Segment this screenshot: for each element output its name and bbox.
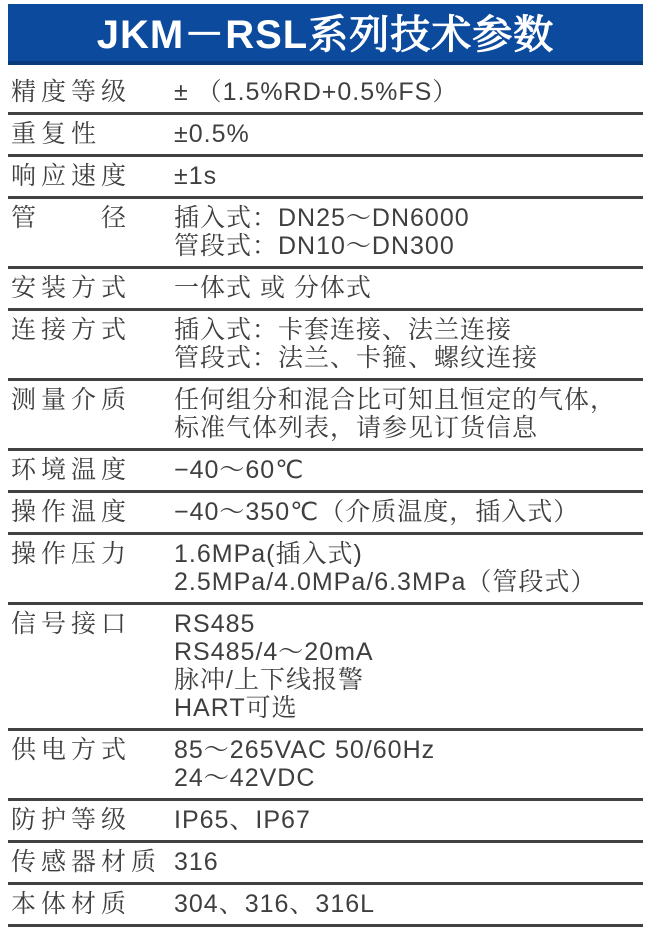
value-line: RS485: [174, 610, 256, 638]
row-label: 操作压力: [11, 540, 132, 568]
spec-table: [8, 65, 643, 927]
table-row-connection: [8, 311, 643, 381]
row-value: [174, 456, 643, 484]
row-value: [174, 162, 643, 190]
row-label: 本体材质: [11, 890, 132, 918]
value-line: 85～265VAC 50/60Hz: [174, 736, 436, 764]
value-line: 管段式：法兰、卡箍、螺纹连接: [174, 344, 539, 372]
table-row-signal-interface: [8, 605, 643, 731]
table-row-power-supply: [8, 731, 643, 801]
row-value: [174, 316, 643, 372]
table-row-installation: [8, 269, 643, 311]
row-label: 精度等级: [11, 78, 132, 106]
row-value: [174, 848, 643, 876]
row-value: [174, 204, 643, 260]
table-row-operating-pressure: [8, 535, 643, 605]
value-line: 304、316、316L: [174, 890, 376, 918]
row-label: 连接方式: [11, 316, 132, 344]
table-row-pipe-diameter: [8, 199, 643, 269]
row-label: 环境温度: [11, 456, 132, 484]
value-line: ±0.5%: [174, 120, 250, 148]
row-label: 供电方式: [11, 736, 132, 764]
row-value: [174, 540, 643, 596]
row-label: 重复性: [11, 120, 102, 148]
row-value: [174, 120, 643, 148]
value-line: 1.6MPa(插入式): [174, 540, 363, 568]
row-value: [174, 78, 643, 106]
row-label: 传感器材质: [11, 848, 162, 876]
row-value: [174, 806, 643, 834]
value-line: 标准气体列表，请参见订货信息: [174, 414, 539, 442]
table-row-sensor-material: [8, 843, 643, 885]
value-line: 24～42VDC: [174, 764, 316, 792]
table-row-protection-rating: [8, 801, 643, 843]
table-row-operating-temperature: [8, 493, 643, 535]
title-banner: [8, 4, 643, 65]
table-row-repeatability: [8, 115, 643, 157]
row-label: 防护等级: [11, 806, 132, 834]
value-line: 脉冲/上下线报警: [174, 666, 364, 694]
value-line: −40～350℃（介质温度，插入式）: [174, 498, 580, 526]
value-line: ±1s: [174, 162, 218, 190]
value-line: 316: [174, 848, 219, 876]
value-line: 插入式：DN25～DN6000: [174, 204, 470, 232]
value-line: −40～60℃: [174, 456, 305, 484]
value-line: IP65、IP67: [174, 806, 311, 834]
row-value: [174, 274, 643, 302]
row-value: [174, 386, 643, 442]
table-row-body-material: [8, 885, 643, 927]
row-value: [174, 890, 643, 918]
table-row-accuracy: [8, 73, 643, 115]
row-label: 操作温度: [11, 498, 132, 526]
row-value: [174, 736, 643, 792]
row-value: [174, 610, 643, 722]
page-title: JKM－RSL系列技术参数: [96, 13, 555, 57]
value-line: HART可选: [174, 694, 298, 722]
value-line: RS485/4～20mA: [174, 638, 374, 666]
value-line: 插入式：卡套连接、法兰连接: [174, 316, 513, 344]
table-row-ambient-temperature: [8, 451, 643, 493]
value-line: 任何组分和混合比可知且恒定的气体，: [174, 386, 617, 414]
table-row-response-speed: [8, 157, 643, 199]
value-line: 2.5MPa/4.0MPa/6.3MPa（管段式）: [174, 568, 597, 596]
row-label: 测量介质: [11, 386, 132, 414]
row-label: 响应速度: [11, 162, 132, 190]
table-row-measured-medium: [8, 381, 643, 451]
row-label: 管 径: [11, 204, 132, 232]
value-line: 管段式：DN10～DN300: [174, 232, 455, 260]
row-label: 安装方式: [11, 274, 132, 302]
value-line: 一体式 或 分体式: [174, 274, 372, 302]
row-value: [174, 498, 643, 526]
value-line: ± （1.5%RD+0.5%FS）: [174, 78, 459, 106]
row-label: 信号接口: [11, 610, 132, 638]
